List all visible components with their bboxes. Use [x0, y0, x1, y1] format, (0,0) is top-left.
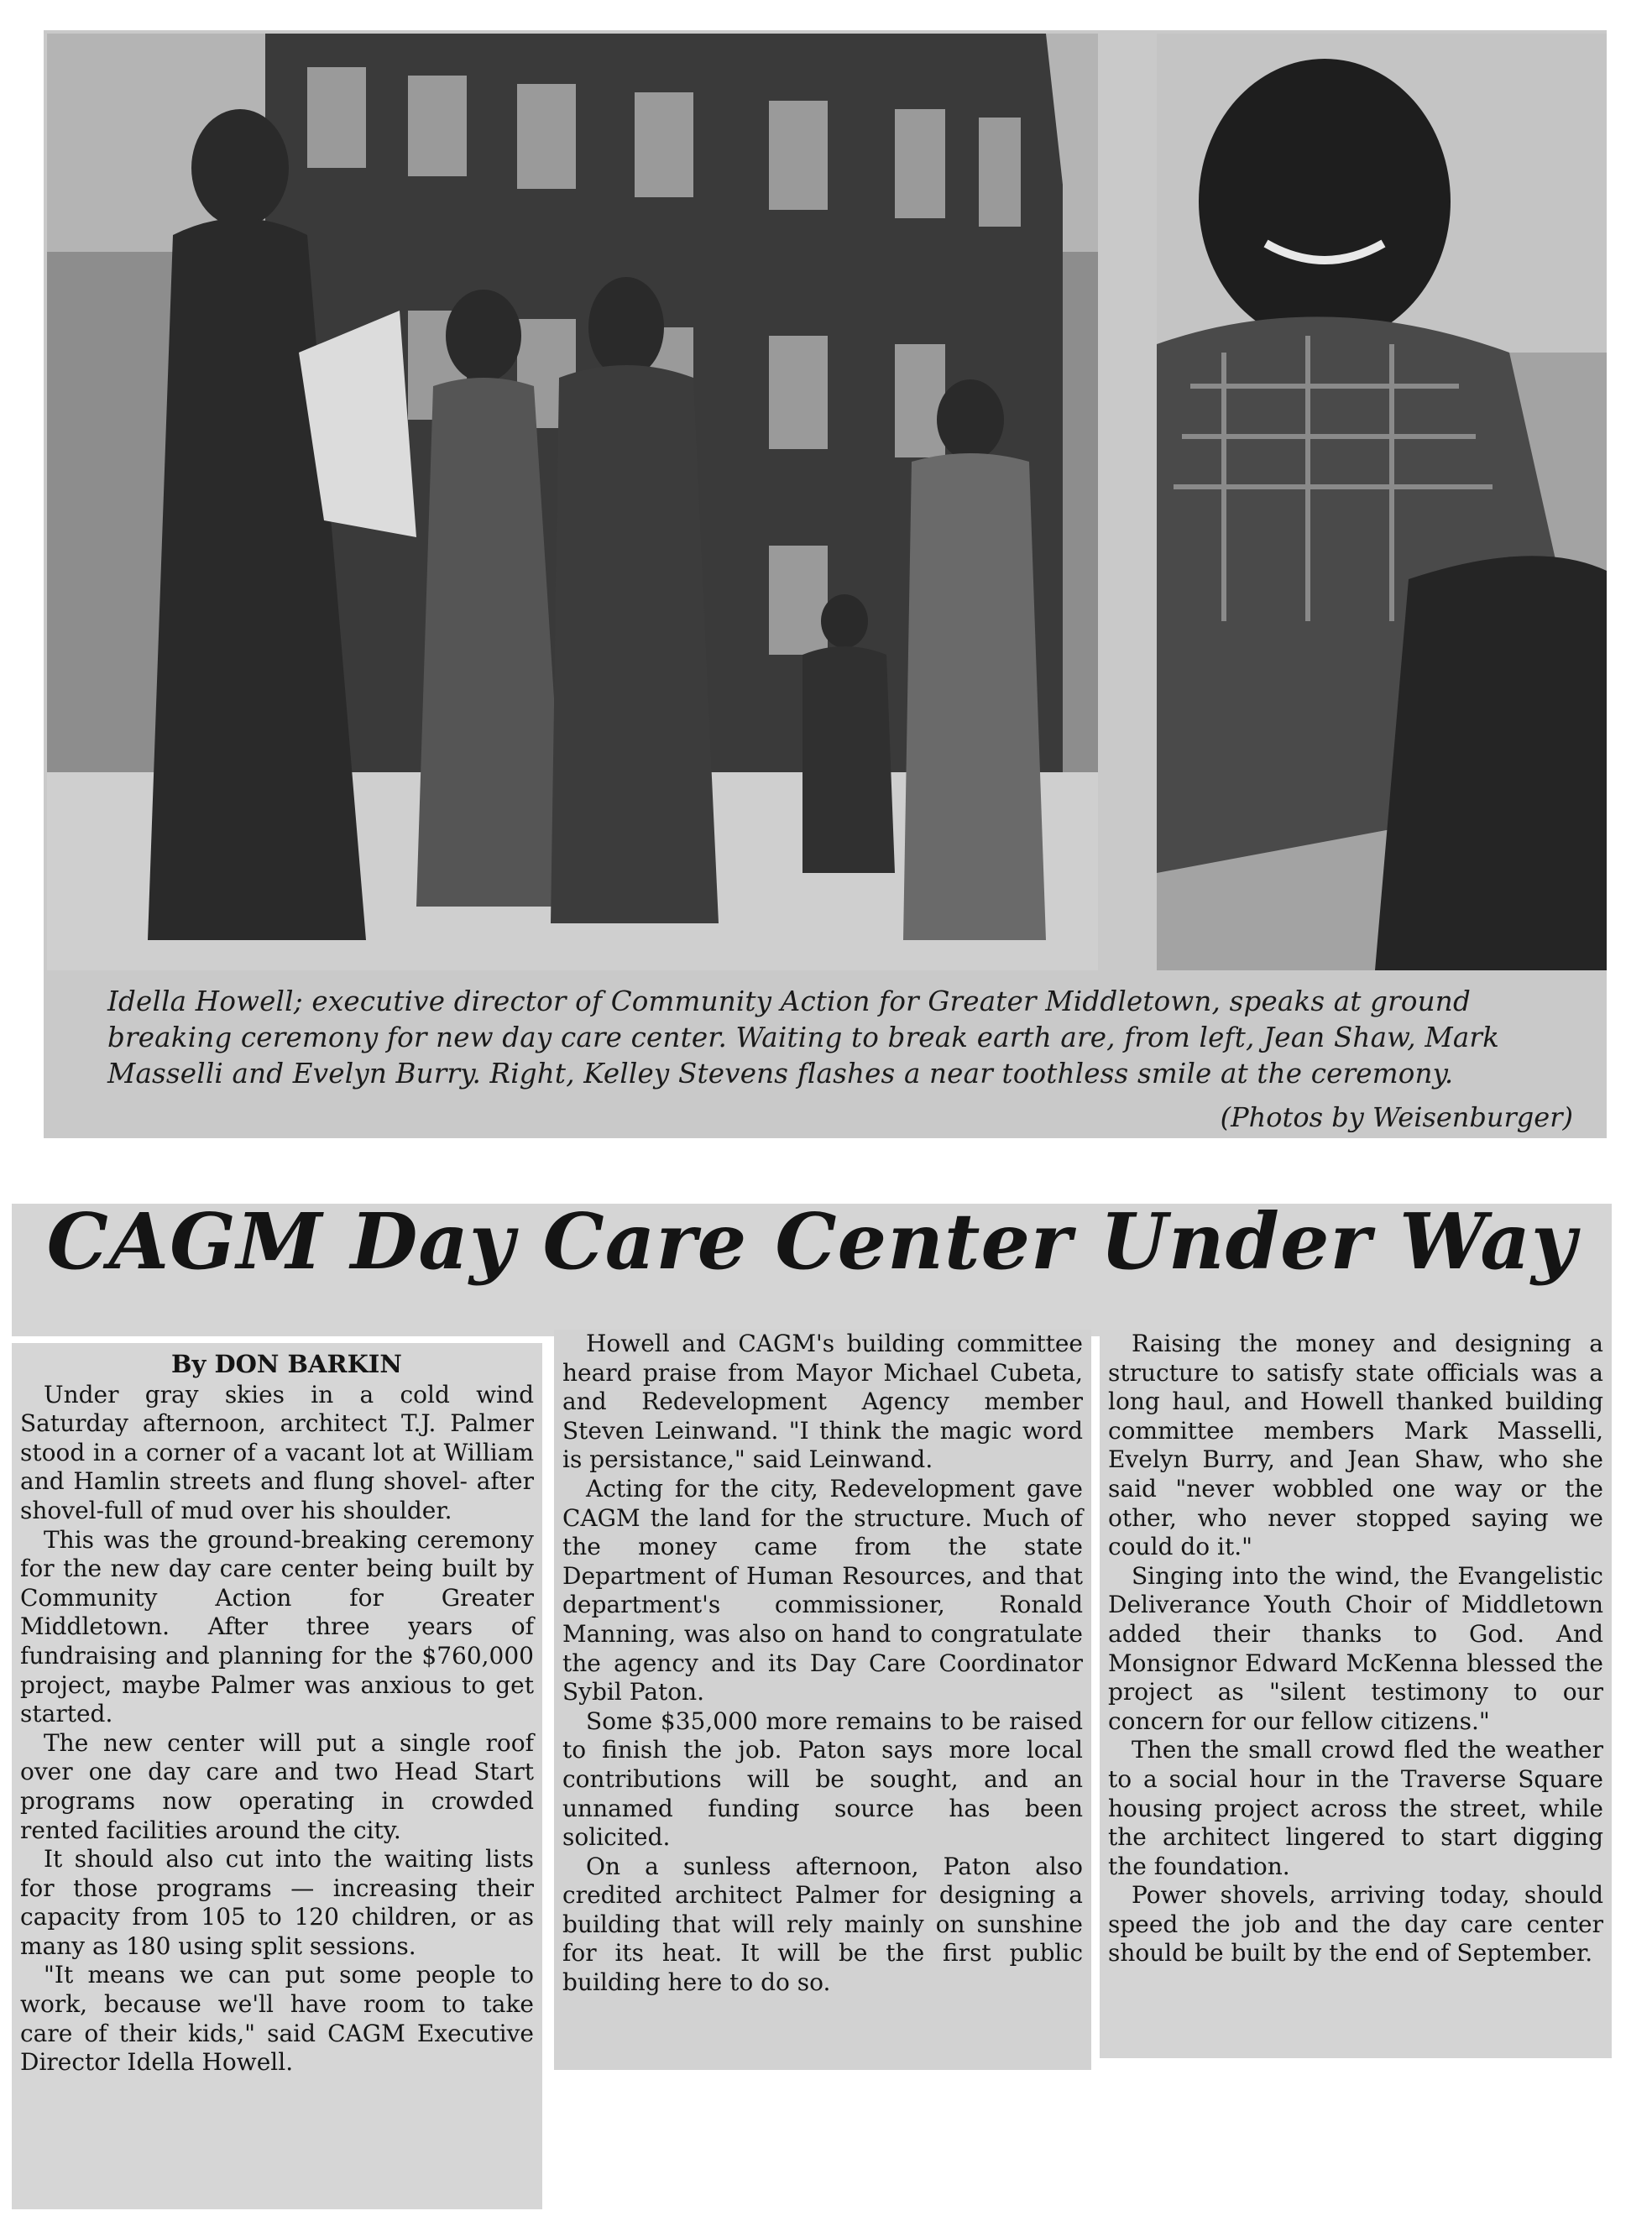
headline: CAGM Day Care Center Under Way	[46, 1196, 1577, 1287]
paragraph: This was the ground-breaking ceremony for the new day care center being built by Community Action for Greater Middletown. After three years of fundraising and planning for the $760,000 project, maybe Palmer was anxious to get started.	[20, 1525, 534, 1728]
byline: By DON BARKIN	[171, 1350, 402, 1378]
paragraph: Singing into the wind, the Evangelistic Deliverance Youth Choir of Middletown added their thanks to God. And Monsignor Edward McKenna blessed the project as "silent testimony to our concern for our fellow citizens."	[1108, 1561, 1603, 1735]
paragraph: The new center will put a single roof over one day care and two Head Start programs now operating in crowded rented facilities around the city.	[20, 1728, 534, 1844]
paragraph: It should also cut into the waiting lists for those programs — increasing their capacity from 105 to 120 children, or as many as 180 using split sessions.	[20, 1845, 534, 1960]
photo-credit: (Photos by Weisenburger)	[1220, 1101, 1573, 1133]
paragraph: Some $35,000 more remains to be raised to finish the job. Paton says more local contributions will be sought, and an unnamed funding source has been solicited.	[562, 1706, 1083, 1852]
paragraph: Howell and CAGM's building committee heard praise from Mayor Michael Cubeta, and Redevelopment Agency member Steven Leinwand. "I think the magic word is persistance," said Leinwand.	[562, 1330, 1083, 1474]
photo-caption: Idella Howell; executive director of Community Action for Greater Middletown, speaks at ground breaking ceremony for new day care center. Waiting to break earth are, from left, Jean Shaw, Mark Masselli and Evelyn Burry. Right, Kelley Stevens flashes a near toothless smile at the ceremony.	[107, 985, 1500, 1090]
paragraph: Acting for the city, Redevelopment gave CAGM the land for the structure. Much of the money came from the state Department of Human Resources, and that department's commissioner, Ronald Manning, was also on hand to congratulate the agency and its Day Care Coordinator Sybil Paton.	[562, 1474, 1083, 1706]
paragraph: Then the small crowd fled the weather to a social hour in the Traverse Square housing project across the street, while the architect lingered to start digging the foundation.	[1108, 1736, 1603, 1880]
paragraph: "It means we can put some people to work, because we'll have room to take care of their kids," said CAGM Executive Director Idella Howell.	[20, 1961, 534, 2077]
article-column-3	[1100, 1330, 1612, 2058]
ceremony-photo	[47, 34, 1098, 970]
paragraph: Raising the money and designing a structure to satisfy state officials was a long haul, and Howell thanked building committee members Mark Masselli, Evelyn Burry, and Jean Shaw, who she said "never wobbled one way or the other, who never stopped saying we could do it."	[1108, 1330, 1603, 1561]
paragraph: Under gray skies in a cold wind Saturday afternoon, architect T.J. Palmer stood in a corner of a vacant lot at William and Hamlin streets and flung shovel- after shovel-full of mud over his shoulder.	[20, 1380, 534, 1524]
article-column-1	[12, 1343, 542, 2209]
news-article	[12, 1175, 1612, 2209]
paragraph: On a sunless afternoon, Paton also credited architect Palmer for designing a building that will rely mainly on sunshine for its heat. It will be the first public building here to do so.	[562, 1852, 1083, 1997]
child-smile-photo	[1157, 34, 1607, 970]
blank-patch	[1214, 2129, 1409, 2187]
article-column-2	[554, 1330, 1091, 2070]
paragraph: Power shovels, arriving today, should speed the job and the day care center should be built by the end of September.	[1108, 1881, 1603, 1968]
photo-section	[44, 30, 1607, 1138]
